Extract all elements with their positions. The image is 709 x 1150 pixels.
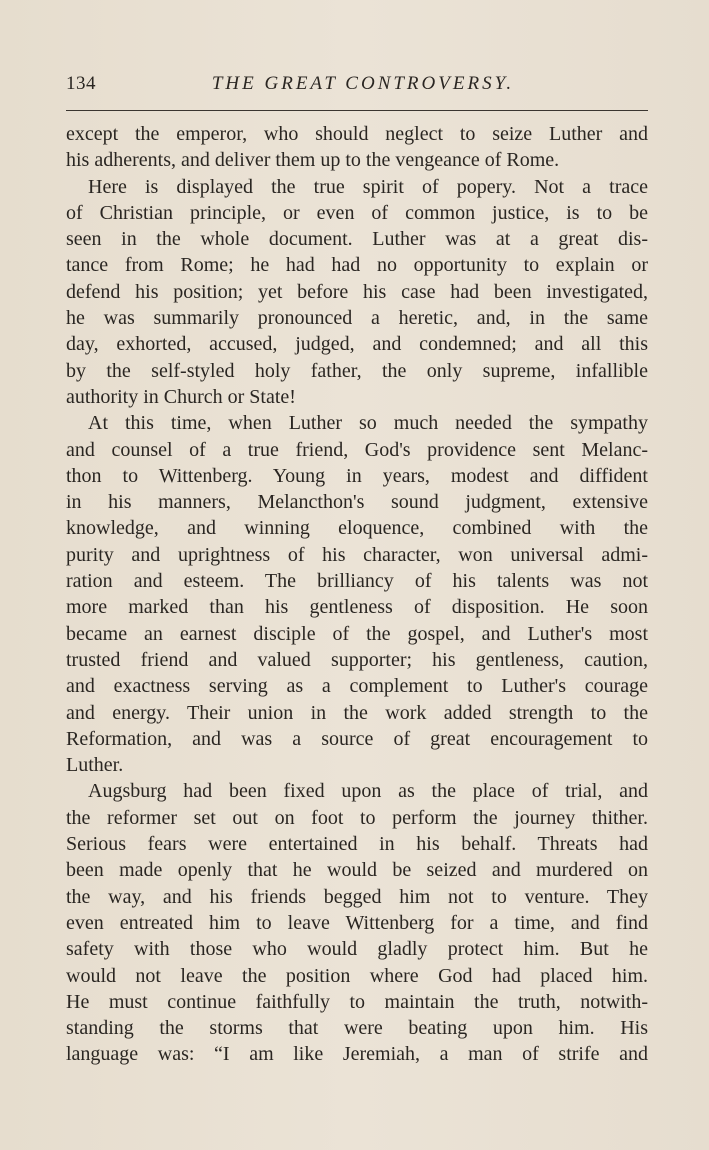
text-line: the reformer set out on foot to perform the journey thither. bbox=[66, 806, 648, 829]
text-line: day, exhorted, accused, judged, and condemned; and all this bbox=[66, 333, 648, 356]
text-line: authority in Church or State! bbox=[66, 385, 296, 408]
text-line: his adherents, and deliver them up to the vengeance of Rome. bbox=[66, 149, 560, 172]
text-line: trusted friend and valued supporter; his gentleness, caution, bbox=[66, 648, 648, 671]
text-line: seen in the whole document. Luther was at a great dis- bbox=[66, 228, 648, 251]
running-title: THE GREAT CONTROVERSY. bbox=[211, 73, 515, 94]
text-line: He must continue faithfully to maintain the truth, notwith- bbox=[66, 990, 648, 1013]
text-line: by the self-styled holy father, the only supreme, infallible bbox=[66, 359, 648, 382]
text-line: more marked than his gentleness of disposition. He soon bbox=[66, 596, 648, 619]
text-line: thon to Wittenberg. Young in years, modest and diffident bbox=[66, 464, 648, 487]
text-line: became an earnest disciple of the gospel, and Luther's most bbox=[66, 622, 648, 645]
text-line: ration and esteem. The brilliancy of his talents was not bbox=[66, 570, 648, 593]
text-line: purity and uprightness of his character, won universal admi- bbox=[66, 543, 648, 566]
text-line: in his manners, Melancthon's sound judgment, extensive bbox=[66, 491, 648, 514]
text-line: safety with those who would gladly protect him. But he bbox=[66, 938, 648, 961]
text-line: would not leave the position where God had placed him. bbox=[66, 964, 648, 987]
body-text bbox=[66, 121, 648, 1068]
text-line: Here is displayed the true spirit of popery. Not a trace bbox=[88, 175, 648, 198]
text-line: language was: “I am like Jeremiah, a man of strife and bbox=[66, 1043, 648, 1066]
text-line: even entreated him to leave Wittenberg for a time, and find bbox=[66, 911, 648, 934]
text-line: At this time, when Luther so much needed the sympathy bbox=[88, 412, 648, 435]
running-head bbox=[66, 73, 648, 99]
text-line: and energy. Their union in the work added strength to the bbox=[66, 701, 648, 724]
text-line: defend his position; yet before his case had been investigated, bbox=[66, 280, 648, 303]
text-line: tance from Rome; he had had no opportunity to explain or bbox=[66, 254, 648, 277]
text-line: standing the storms that were beating upon him. His bbox=[66, 1017, 648, 1040]
text-line: Augsburg had been fixed upon as the place of trial, and bbox=[88, 780, 648, 803]
text-line: the way, and his friends begged him not to venture. They bbox=[66, 885, 648, 908]
text-line: he was summarily pronounced a heretic, and, in the same bbox=[66, 307, 648, 330]
text-line: of Christian principle, or even of common justice, is to be bbox=[66, 201, 648, 224]
text-line: except the emperor, who should neglect to seize Luther and bbox=[66, 123, 648, 145]
text-line: knowledge, and winning eloquence, combined with the bbox=[66, 517, 648, 540]
book-page bbox=[66, 0, 648, 1150]
text-line: Serious fears were entertained in his behalf. Threats had bbox=[66, 833, 648, 856]
header-rule bbox=[66, 110, 648, 111]
text-line: been made openly that he would be seized and murdered on bbox=[66, 859, 648, 882]
text-line: Luther. bbox=[66, 754, 124, 777]
text-line: and exactness serving as a complement to Luther's courage bbox=[66, 675, 648, 698]
text-line: Reformation, and was a source of great encouragement to bbox=[66, 727, 648, 750]
text-line: and counsel of a true friend, God's providence sent Melanc- bbox=[66, 438, 648, 461]
page-number: 134 bbox=[66, 73, 96, 94]
